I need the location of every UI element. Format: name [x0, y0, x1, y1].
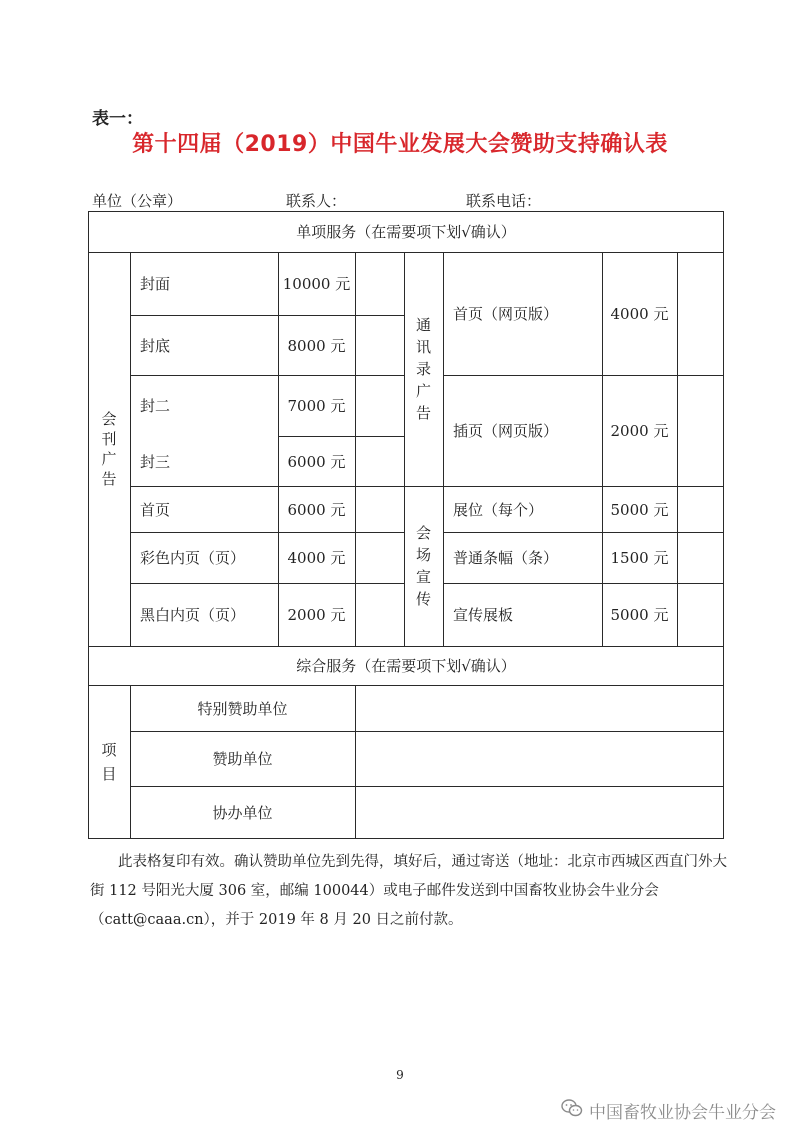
wechat-icon — [561, 1099, 583, 1122]
phone-label: 联系电话： — [466, 192, 542, 210]
journal-item-price: 6000 元 — [287, 452, 346, 471]
venue-check-cell[interactable] — [678, 487, 723, 532]
venue-item-name: 普通条幅（条） — [453, 549, 559, 567]
directory-ad-group-label: 通 讯 录 广 告 — [415, 316, 431, 422]
journal-item-name: 彩色内页（页） — [140, 549, 246, 567]
journal-check-cell[interactable] — [356, 316, 404, 375]
instructions-note: 此表格复印有效。确认赞助单位先到先得，填好后，通过寄送（地址：北京市西城区西直门外大街 112 号阳光大厦 306 室，邮编 100044）或电子邮件发送到中国畜牧业协会牛业分会（catt@caaa.cn），并于 2019 年 8 月 20 日之前付款。 — [90, 854, 727, 928]
venue-item-name: 展位（每个） — [453, 500, 544, 519]
journal-check-cell[interactable] — [356, 376, 404, 436]
journal-item-price: 8000 元 — [287, 336, 346, 355]
journal-item-name: 封底 — [140, 336, 171, 355]
directory-item-price: 2000 元 — [610, 422, 669, 440]
directory-item-price: 4000 元 — [610, 305, 669, 323]
directory-check-cell[interactable] — [678, 376, 723, 486]
journal-ad-group-label: 会 刊 广 告 — [101, 410, 117, 488]
project-group-label: 项 目 — [101, 740, 117, 783]
combined-service-title: 综合服务（在需要项下划√确认） — [296, 657, 516, 675]
journal-item-name: 黑白内页（页） — [140, 606, 246, 624]
journal-check-cell[interactable] — [356, 533, 404, 583]
footer-text: 中国畜牧业协会牛业分会 — [589, 1103, 776, 1123]
journal-item-name: 封二 — [140, 397, 171, 415]
journal-item-name: 首页 — [140, 500, 171, 519]
footer-watermark — [561, 1098, 776, 1123]
table-label: 表一： — [92, 109, 143, 129]
journal-item-name: 封三 — [140, 452, 171, 471]
journal-item-price: 7000 元 — [287, 397, 346, 415]
contact-label: 联系人： — [286, 192, 347, 210]
directory-item-name: 首页（网页版） — [453, 305, 559, 323]
venue-check-cell[interactable] — [678, 533, 723, 583]
combined-item-name: 赞助单位 — [212, 750, 273, 768]
page-number: 9 — [396, 1068, 404, 1082]
directory-item-name: 插页（网页版） — [453, 422, 559, 440]
journal-item-price: 4000 元 — [287, 549, 346, 567]
venue-check-cell[interactable] — [678, 584, 723, 646]
combined-item-name: 特别赞助单位 — [197, 699, 288, 718]
combined-item-name: 协办单位 — [212, 803, 273, 822]
combined-check-cell[interactable] — [356, 732, 723, 786]
journal-check-cell[interactable] — [356, 253, 404, 315]
journal-item-price: 10000 元 — [282, 275, 351, 293]
venue-item-name: 宣传展板 — [453, 606, 514, 624]
journal-check-cell[interactable] — [356, 584, 404, 646]
venue-item-price: 5000 元 — [610, 500, 669, 519]
venue-promo-group-label: 会 场 宣 传 — [415, 524, 431, 608]
combined-check-cell[interactable] — [356, 686, 723, 731]
journal-item-price: 2000 元 — [287, 606, 346, 624]
journal-item-name: 封面 — [140, 275, 171, 293]
form-title: 第十四届（2019）中国牛业发展大会赞助支持确认表 — [132, 132, 668, 157]
journal-item-price: 6000 元 — [287, 500, 346, 519]
venue-item-price: 1500 元 — [610, 549, 669, 567]
combined-check-cell[interactable] — [356, 787, 723, 838]
directory-check-cell[interactable] — [678, 253, 723, 375]
journal-check-cell[interactable] — [356, 487, 404, 532]
venue-item-price: 5000 元 — [610, 606, 669, 624]
single-service-title: 单项服务（在需要项下划√确认） — [296, 223, 516, 241]
unit-label: 单位（公章） — [92, 192, 183, 210]
journal-check-cell[interactable] — [356, 437, 404, 486]
